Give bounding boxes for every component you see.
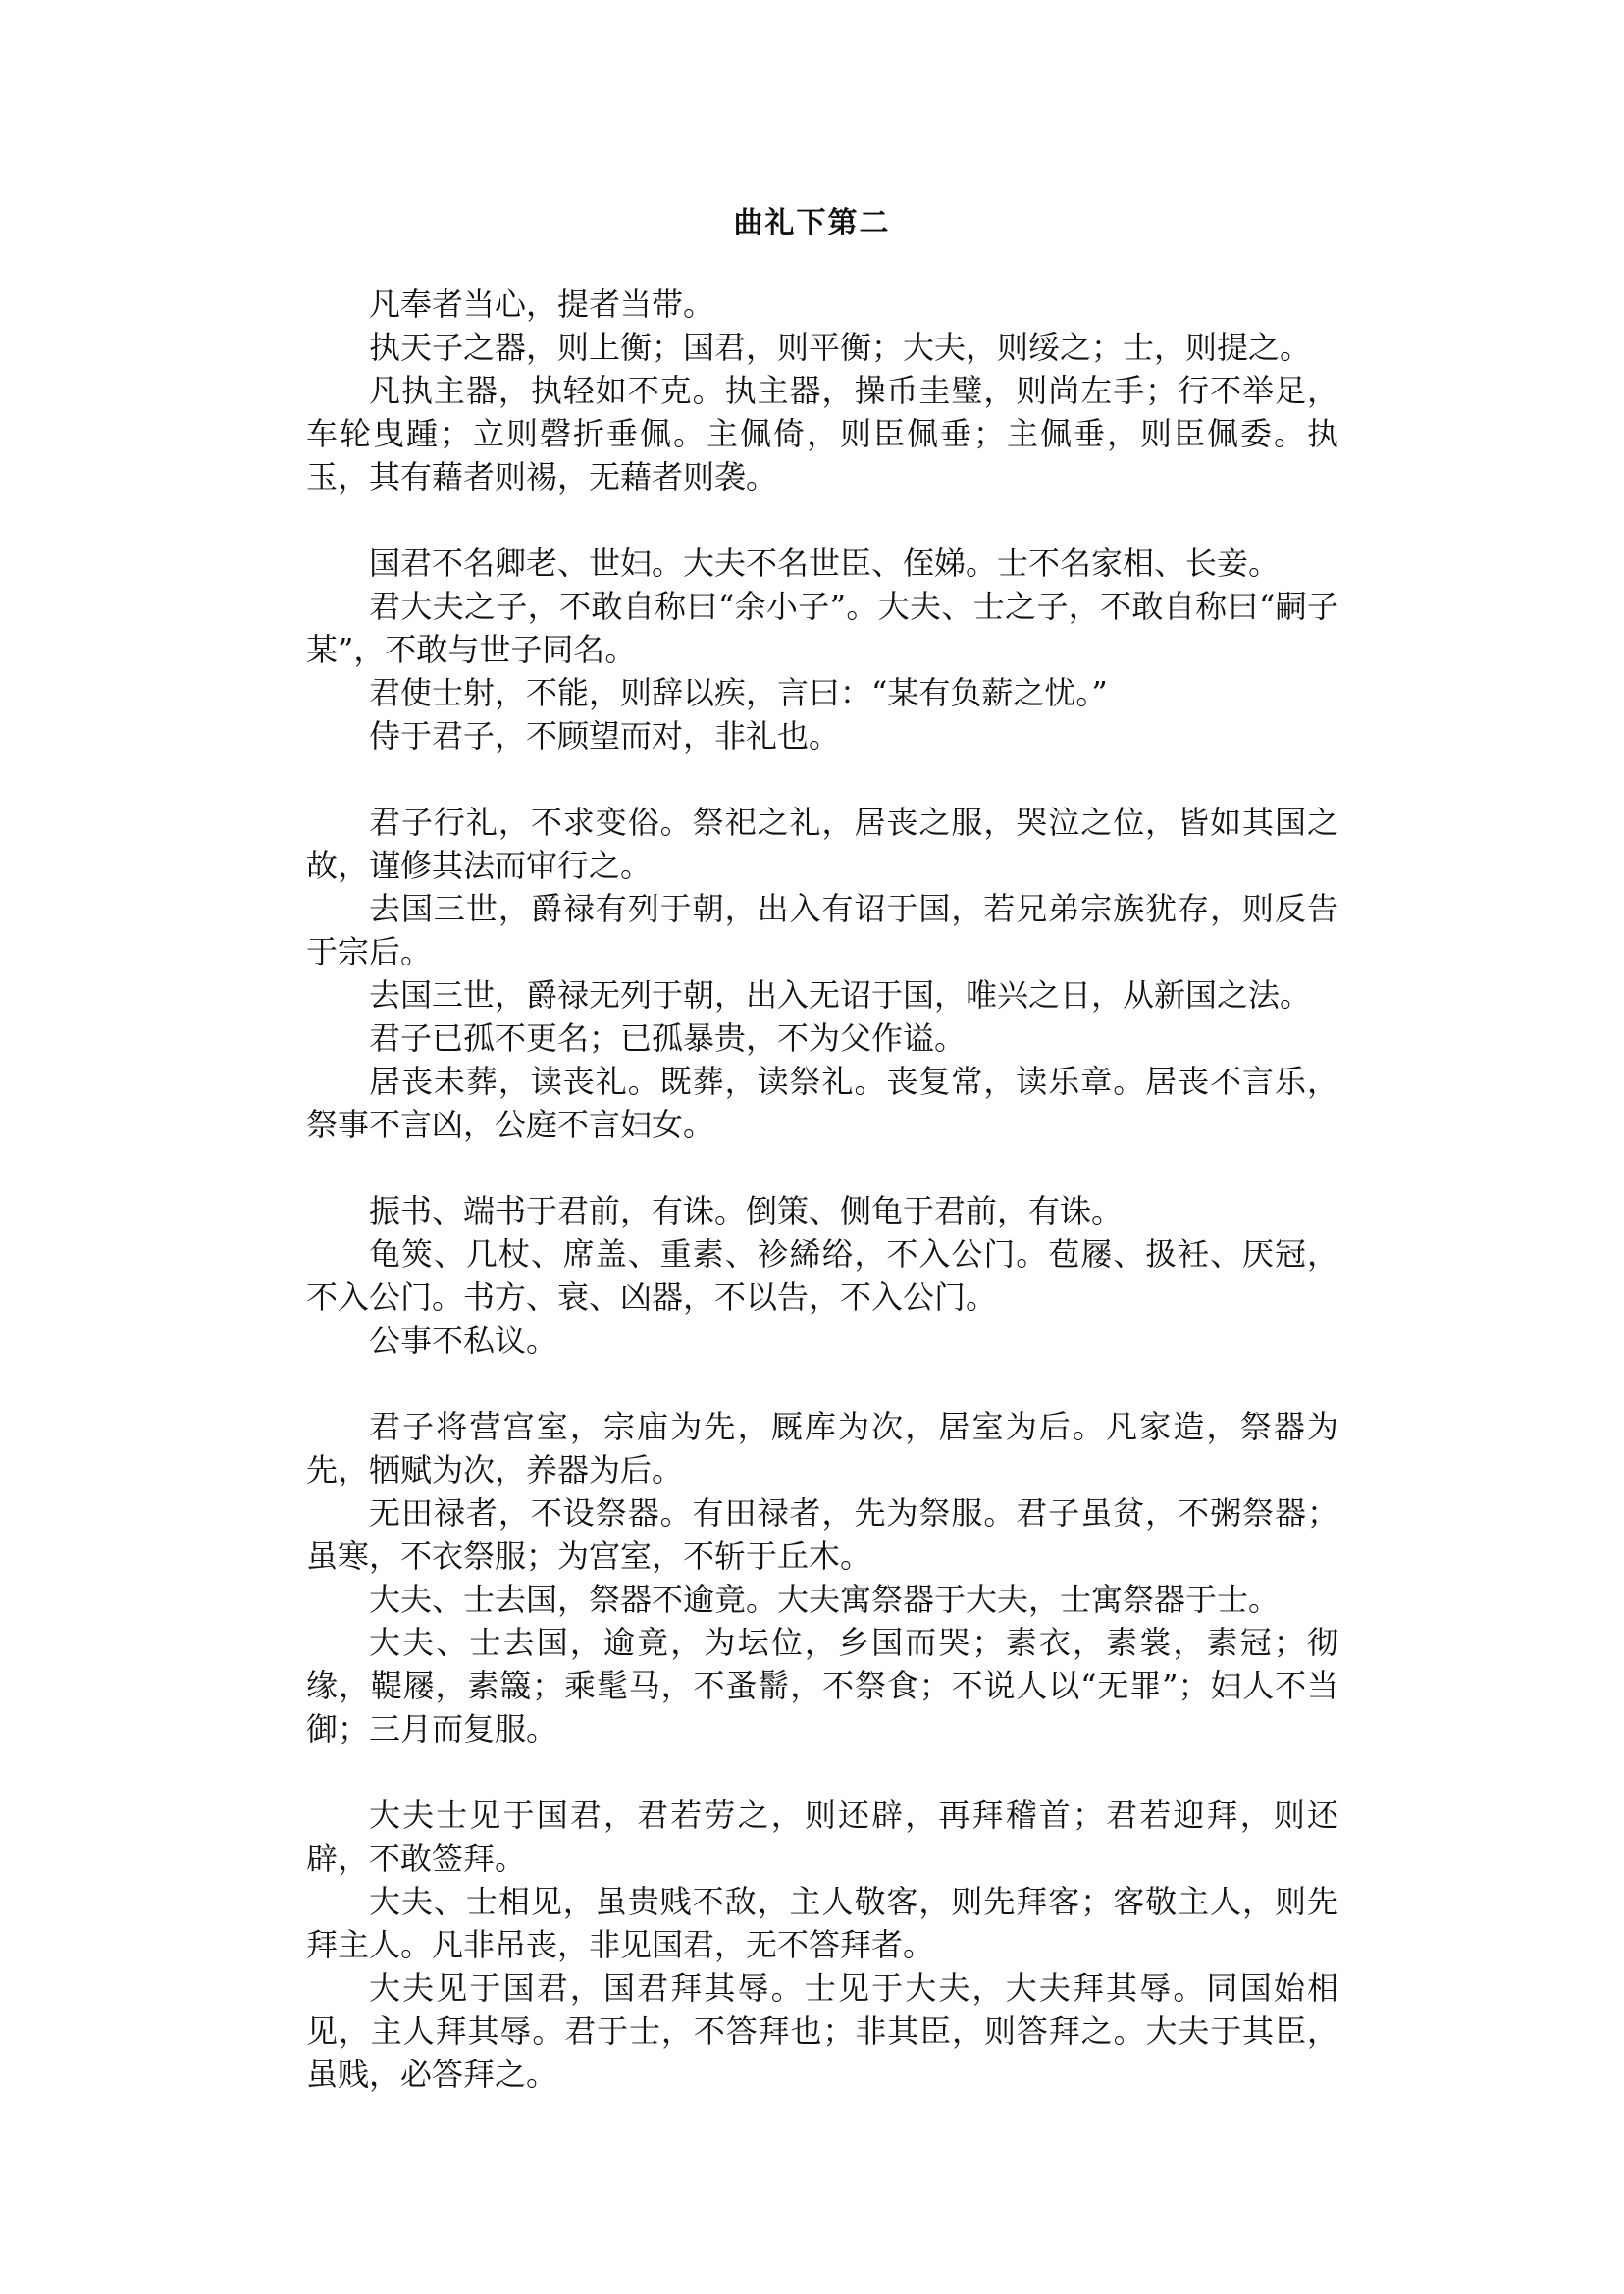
paragraph: 君子行礼，不求变俗。祭祀之礼，居丧之服，哭泣之位，皆如其国之故，谨修其法而审行之。: [306, 804, 1338, 884]
paragraph: 君大夫之子，不敢自称曰“余小子”。大夫、士之子，不敢自称曰“嗣子某”，不敢与世子同名。: [306, 588, 1338, 668]
paragraph: 大夫、士去国，祭器不逾竟。大夫寓祭器于大夫，士寓祭器于士。: [369, 1581, 1281, 1618]
paragraph: 侍于君子，不顾望而对，非礼也。: [369, 717, 841, 755]
section-5: [306, 1405, 1338, 1750]
paragraph: 振书、端书于君前，有诛。倒策、侧龟于君前，有诛。: [369, 1192, 1124, 1229]
section-2: [306, 542, 1338, 757]
paragraph: 君子将营宫室，宗庙为先，厩库为次，居室为后。凡家造，祭器为先，牺赋为次，养器为后。: [306, 1408, 1338, 1488]
paragraph: 凡执主器，执轻如不克。执主器，操币圭璧，则尚左手；行不举足，车轮曳踵；立则磬折垂佩。主佩倚，则臣佩垂；主佩垂，则臣佩委。执玉，其有藉者则裼，无藉者则袭。: [306, 372, 1338, 495]
paragraph: 凡奉者当心，提者当带。: [369, 286, 715, 323]
section-1: [306, 283, 1338, 498]
paragraph: 大夫、士去国，逾竟，为坛位，乡国而哭；素衣，素裳，素冠；彻缘，鞮屦，素簚；乘髦马，不蚤鬋，不祭食；不说人以“无罪”；妇人不当御；三月而复服。: [306, 1624, 1338, 1747]
paragraph: 君使士射，不能，则辞以疾，言曰：“某有负薪之忧。”: [369, 674, 1108, 711]
paragraph: 龟筴、几杖、席盖、重素、袗絺绤，不入公门。苞屦、扱衽、厌冠，不入公门。书方、衰、凶器，不以告，不入公门。: [306, 1235, 1338, 1316]
paragraph: 君子已孤不更名；已孤暴贵，不为父作谥。: [369, 1019, 967, 1057]
paragraph: 大夫见于国君，国君拜其辱。士见于大夫，大夫拜其辱。同国始相见，主人拜其辱。君于士，不答拜也；非其臣，则答拜之。大夫于其臣，虽贱，必答拜之。: [306, 1969, 1338, 2093]
paragraph: 居丧未葬，读丧礼。既葬，读祭礼。丧复常，读乐章。居丧不言乐，祭事不言凶，公庭不言妇女。: [306, 1063, 1338, 1143]
section-6: [306, 1794, 1338, 2096]
page-title: 曲礼下第二: [733, 206, 891, 240]
section-3: [306, 801, 1338, 1146]
paragraph: 国君不名卿老、世妇。大夫不名世臣、侄娣。士不名家相、长妾。: [369, 545, 1281, 582]
paragraph: 大夫、士相见，虽贵贱不敌，主人敬客，则先拜客；客敬主人，则先拜主人。凡非吊丧，非见国君，无不答拜者。: [306, 1883, 1338, 1963]
paragraph: 公事不私议。: [369, 1322, 558, 1359]
paragraph: 无田禄者，不设祭器。有田禄者，先为祭服。君子虽贫，不粥祭器；虽寒，不衣祭服；为宫室，不斩于丘木。: [306, 1494, 1338, 1575]
paragraph: 执天子之器，则上衡；国君，则平衡；大夫，则绥之；士，则提之。: [369, 329, 1312, 366]
paragraph: 大夫士见于国君，君若劳之，则还辟，再拜稽首；君若迎拜，则还辟，不敢签拜。: [306, 1797, 1338, 1877]
paragraph: 去国三世，爵禄无列于朝，出入无诏于国，唯兴之日，从新国之法。: [369, 976, 1312, 1014]
document-body: [306, 283, 1338, 2139]
paragraph: 去国三世，爵禄有列于朝，出入有诏于国，若兄弟宗族犹存，则反告于宗后。: [306, 890, 1338, 970]
section-4: [306, 1189, 1338, 1362]
